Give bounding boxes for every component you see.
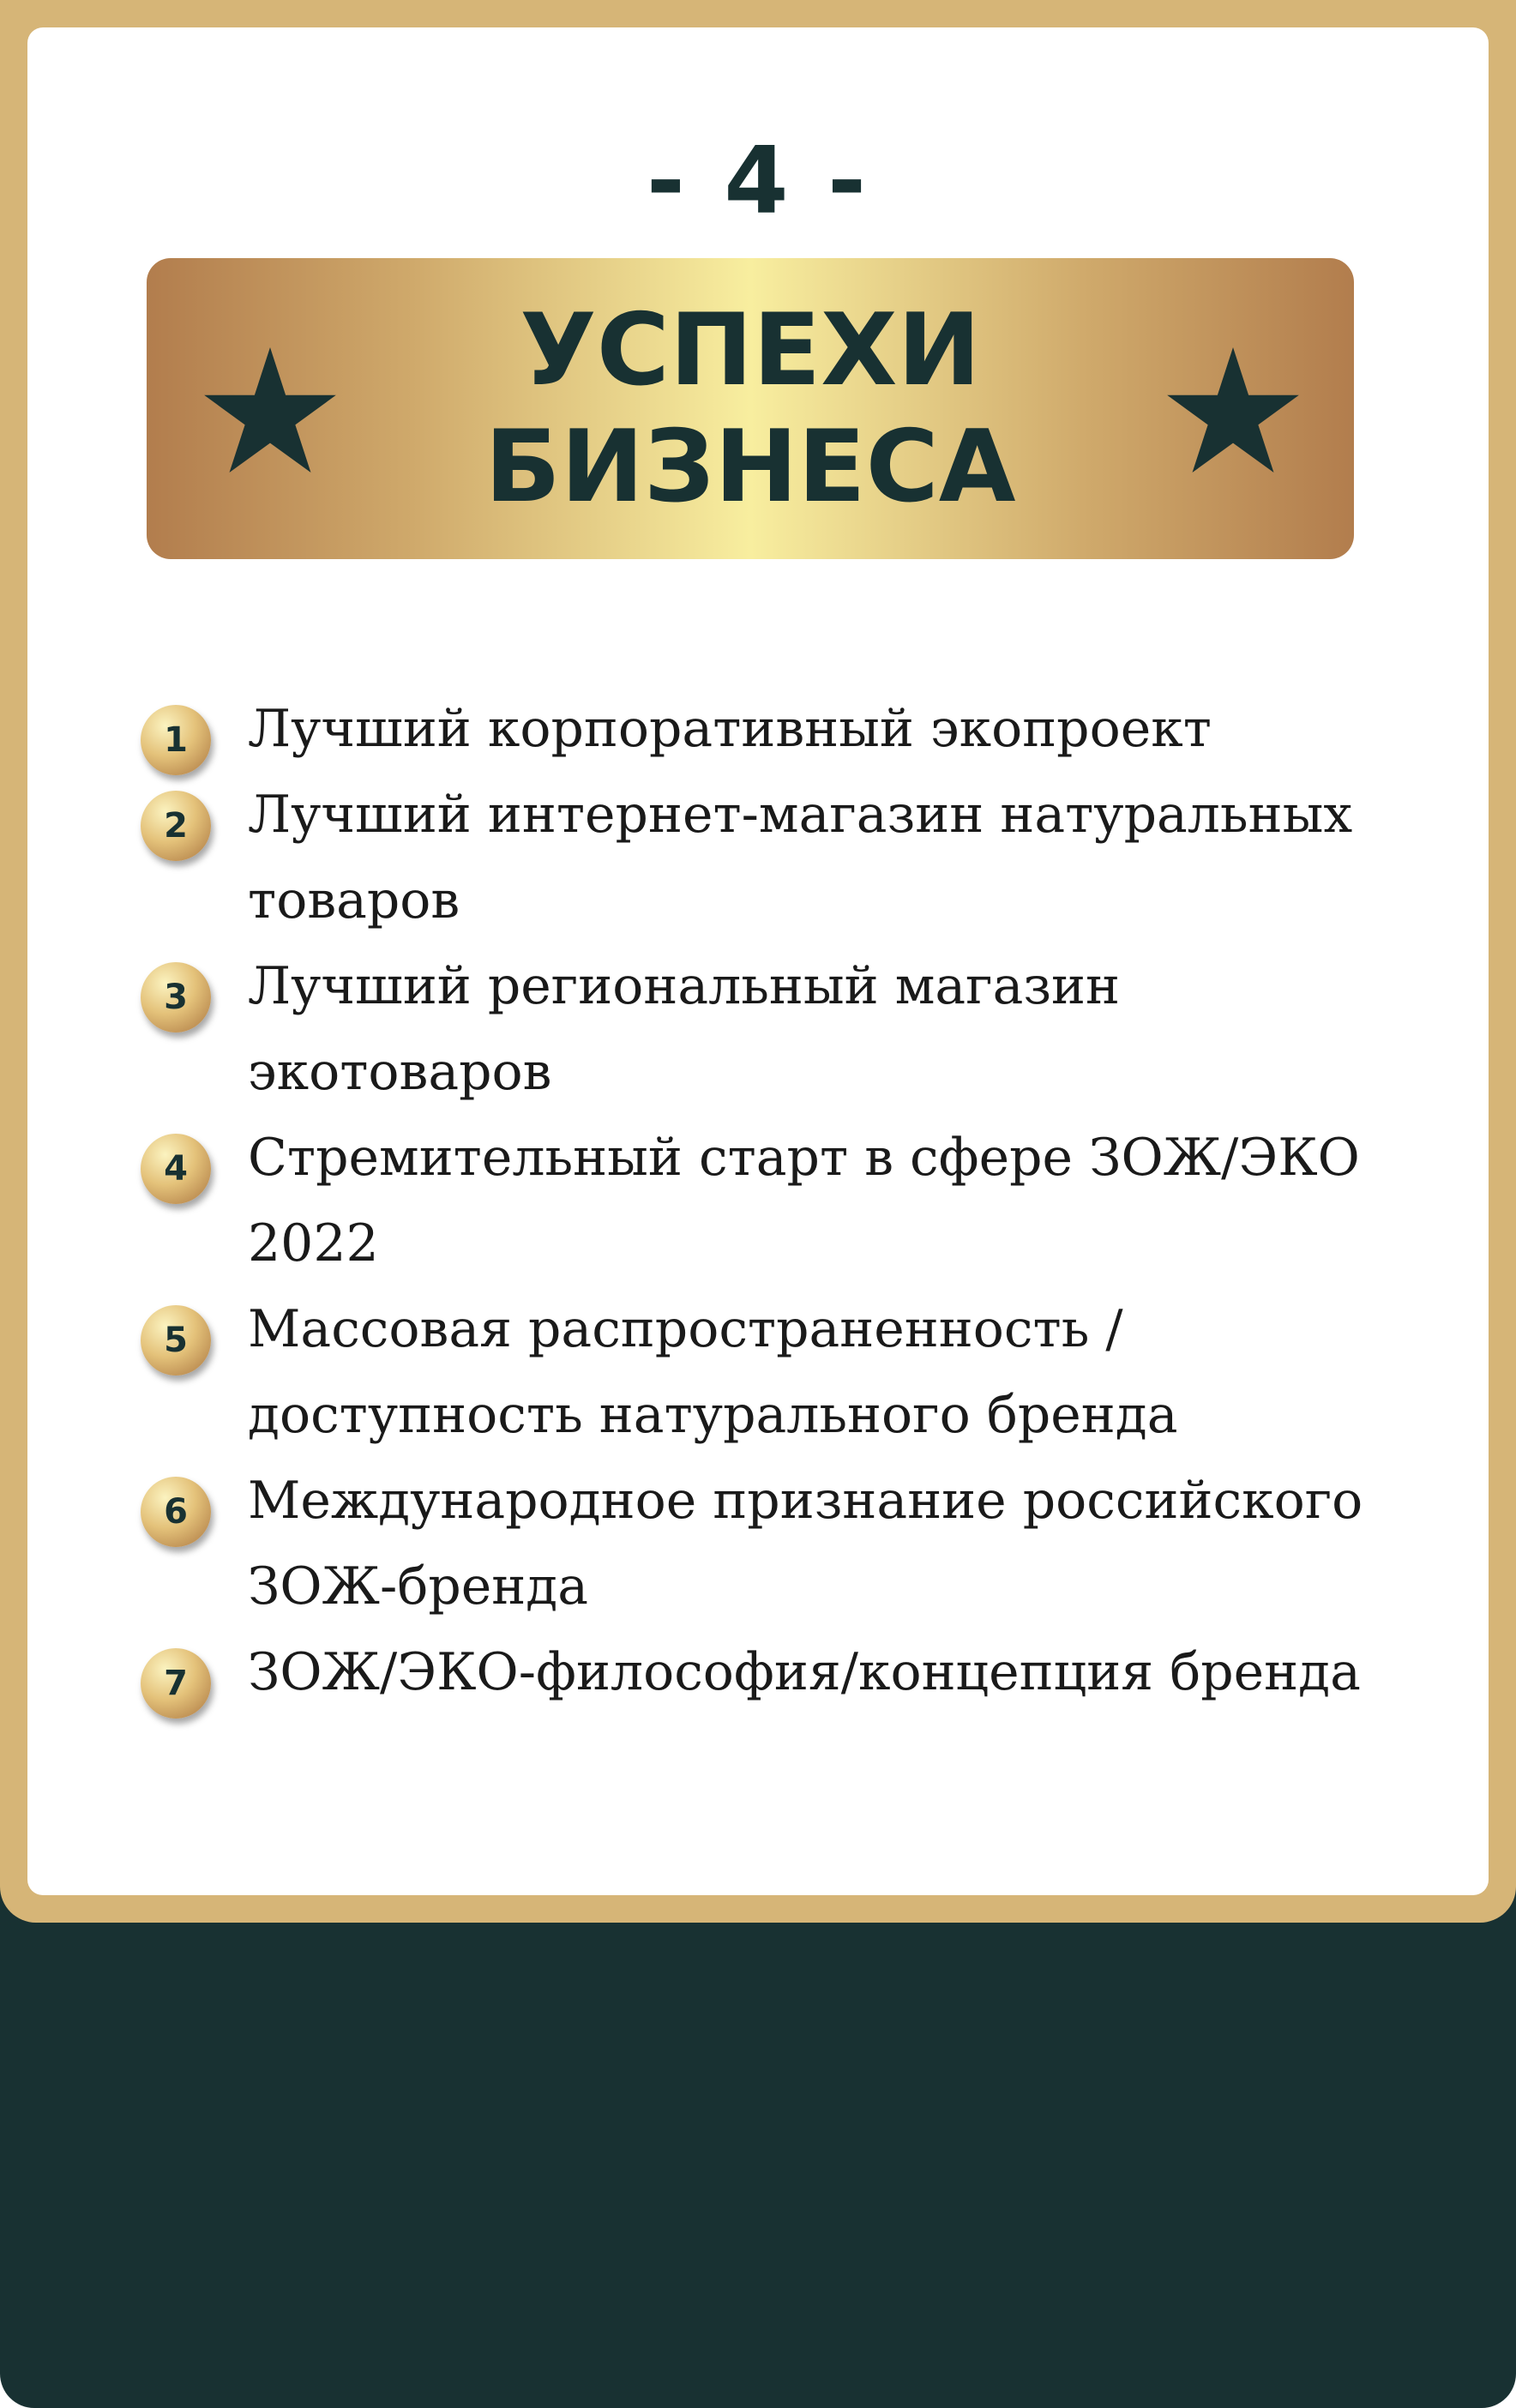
card-content — [27, 27, 1489, 1895]
banner-title-line-2: БИЗНЕСА — [484, 408, 1016, 525]
list-item — [27, 943, 1489, 1115]
list-item-text: ЗОЖ/ЭКО-философия/концепция бренда — [248, 1642, 1361, 1702]
number-badge: 6 — [141, 1477, 211, 1547]
page-number: - 4 - — [647, 128, 869, 235]
list-item-text: Стремительный старт в сфере ЗОЖ/ЭКО 2022 — [248, 1128, 1360, 1273]
number-badge: 5 — [141, 1305, 211, 1376]
list-item — [27, 1286, 1489, 1458]
list-item-text: Лучший интернет-магазин натуральных товаров — [248, 785, 1353, 930]
star-icon — [1167, 347, 1299, 473]
number-badge: 1 — [141, 705, 211, 775]
title-banner — [147, 258, 1354, 559]
list-item — [27, 1115, 1489, 1286]
list-item-text: Массовая распространенность / доступность натурального бренда — [248, 1299, 1178, 1445]
number-badge: 7 — [141, 1648, 211, 1719]
list-item-text: Лучший корпоративный экопроект — [248, 699, 1212, 759]
number-badge: 4 — [141, 1134, 211, 1204]
achievements-list — [27, 686, 1489, 1715]
banner-title-line-1: УСПЕХИ — [520, 292, 981, 408]
list-item — [27, 772, 1489, 943]
number-badge: 2 — [141, 791, 211, 861]
list-item — [27, 1629, 1489, 1715]
list-item — [27, 686, 1489, 772]
number-badge: 3 — [141, 962, 211, 1032]
list-item-text: Лучший региональный магазин экотоваров — [248, 956, 1121, 1102]
list-item — [27, 1458, 1489, 1629]
list-item-text: Международное признание российского ЗОЖ-бренда — [248, 1471, 1363, 1616]
